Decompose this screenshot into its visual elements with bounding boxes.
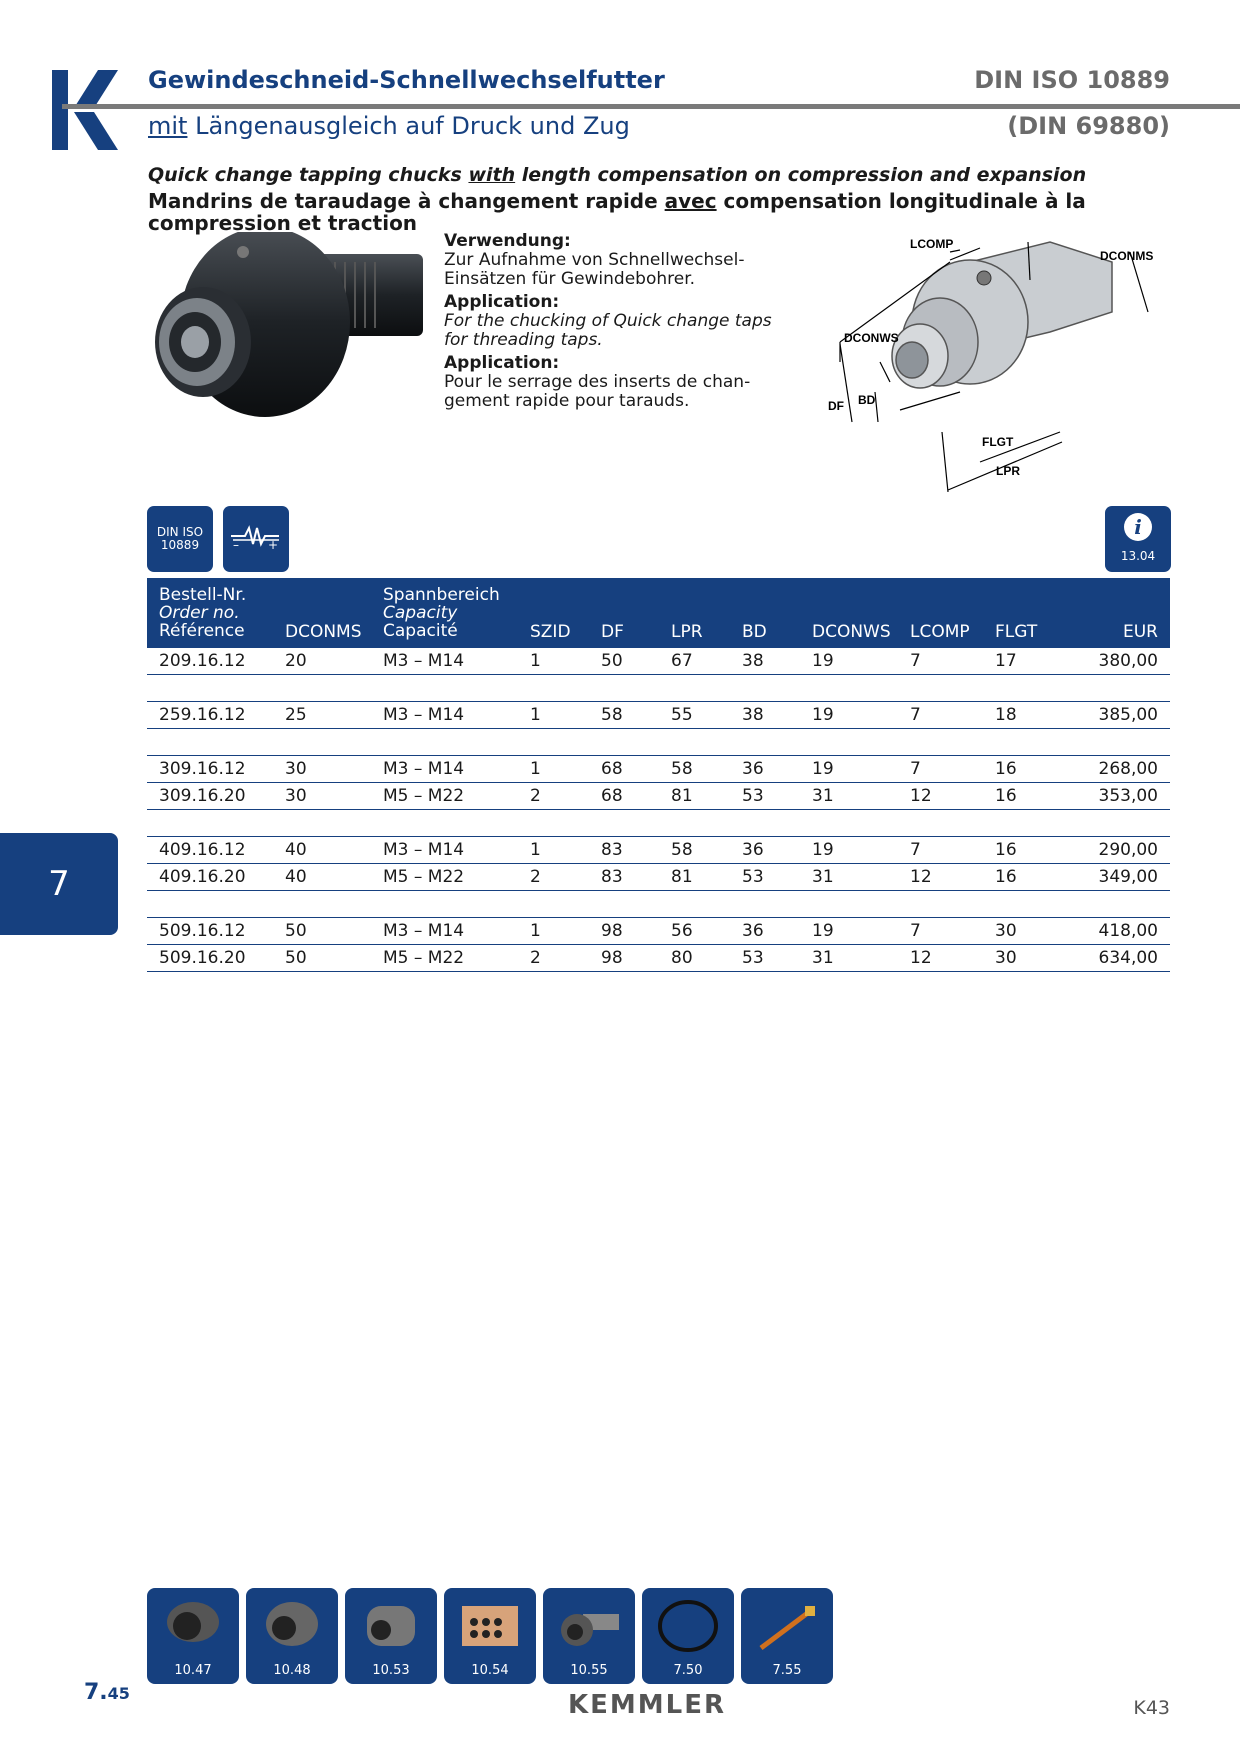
table-row [147, 756, 1170, 783]
accessory-tile[interactable] [543, 1588, 635, 1684]
cell-szid: 1 [530, 840, 541, 860]
cell-szid: 1 [530, 705, 541, 725]
din-iso-badge: DIN ISO 10889 [147, 506, 213, 572]
cell-lpr: 81 [671, 786, 693, 806]
header-dconws: DCONWS [812, 622, 891, 642]
table-header [147, 578, 1170, 648]
cell-lpr: 58 [671, 840, 693, 860]
cell-order-no: 409.16.20 [159, 867, 246, 887]
cell-flgt: 16 [995, 786, 1017, 806]
cell-lpr: 58 [671, 759, 693, 779]
cell-dconws: 31 [812, 867, 834, 887]
accessory-ref: 10.47 [174, 1663, 212, 1678]
cell-lcomp: 7 [910, 651, 921, 671]
drawing-label-df: DF [828, 399, 844, 413]
accessory-image [355, 1594, 427, 1658]
cell-lpr: 67 [671, 651, 693, 671]
cell-bd: 36 [742, 840, 764, 860]
table-row-spacer [147, 891, 1170, 918]
usage-de-heading: Verwendung: [444, 231, 571, 251]
norm-iso: DIN ISO 10889 [974, 66, 1170, 94]
cell-lpr: 55 [671, 705, 693, 725]
accessory-tile[interactable] [345, 1588, 437, 1684]
cell-dconws: 31 [812, 786, 834, 806]
cell-capacity: M5 – M22 [383, 948, 465, 968]
cell-szid: 2 [530, 867, 541, 887]
header-eur: EUR [1123, 622, 1158, 642]
cell-df: 68 [601, 786, 623, 806]
cell-bd: 53 [742, 948, 764, 968]
accessory-image [553, 1594, 625, 1658]
table-row [147, 648, 1170, 675]
header-dconms: DCONMS [285, 622, 362, 642]
cell-lpr: 81 [671, 867, 693, 887]
cell-order-no: 309.16.20 [159, 786, 246, 806]
table-row [147, 918, 1170, 945]
drawing-label-flgt: FLGT [982, 435, 1014, 449]
cell-lcomp: 12 [910, 948, 932, 968]
cell-bd: 38 [742, 651, 764, 671]
cell-df: 50 [601, 651, 623, 671]
cell-price: 349,00 [1098, 867, 1158, 887]
cell-capacity: M5 – M22 [383, 867, 465, 887]
cell-dconms: 25 [285, 705, 307, 725]
cell-lcomp: 7 [910, 705, 921, 725]
cell-lcomp: 12 [910, 786, 932, 806]
table-row [147, 945, 1170, 972]
svg-text:i: i [1134, 515, 1142, 539]
product-table-body [147, 648, 1170, 972]
cell-dconms: 20 [285, 651, 307, 671]
table-row [147, 783, 1170, 810]
cell-lcomp: 7 [910, 921, 921, 941]
drawing-label-lpr: LPR [996, 464, 1020, 478]
subtitle-french: Mandrins de taraudage à changement rapide avec compensation longitudinale à la compression et traction [148, 189, 1086, 235]
cell-flgt: 18 [995, 705, 1017, 725]
accessory-tile[interactable] [741, 1588, 833, 1684]
cell-dconms: 30 [285, 759, 307, 779]
cell-bd: 38 [742, 705, 764, 725]
cell-flgt: 30 [995, 948, 1017, 968]
header-order-no: Bestell-Nr. Order no. Référence [159, 585, 247, 641]
cell-dconms: 50 [285, 948, 307, 968]
cell-lpr: 56 [671, 921, 693, 941]
header-capacity: Spannbereich Capacity Capacité [383, 585, 500, 641]
table-row [147, 864, 1170, 891]
cell-order-no: 509.16.20 [159, 948, 246, 968]
accessory-ref: 10.54 [471, 1663, 509, 1678]
cell-capacity: M3 – M14 [383, 759, 465, 779]
drawing-label-dconws: DCONWS [844, 331, 899, 345]
accessory-image [751, 1594, 823, 1658]
cell-dconms: 40 [285, 840, 307, 860]
cell-bd: 36 [742, 759, 764, 779]
catalog-code: K43 [1133, 1697, 1170, 1719]
cell-price: 353,00 [1098, 786, 1158, 806]
subtitle-english: Quick change tapping chucks with length compensation on compression and expansion [148, 164, 1087, 186]
header-flgt: FLGT [995, 622, 1038, 642]
accessory-ref: 7.55 [772, 1663, 802, 1678]
cell-dconws: 19 [812, 705, 834, 725]
table-row-spacer [147, 810, 1170, 837]
cell-dconws: 19 [812, 759, 834, 779]
cell-szid: 1 [530, 921, 541, 941]
cell-price: 380,00 [1098, 651, 1158, 671]
chapter-tab[interactable]: 7 [0, 833, 118, 935]
cell-dconms: 40 [285, 867, 307, 887]
cell-order-no: 209.16.12 [159, 651, 246, 671]
length-compensation-badge: – + [223, 506, 289, 572]
cell-capacity: M3 – M14 [383, 921, 465, 941]
accessory-image [256, 1594, 328, 1658]
cell-df: 83 [601, 840, 623, 860]
usage-de-text: Zur Aufnahme von Schnellwechsel-Einsätzen für Gewindebohrer. [444, 250, 745, 289]
cell-capacity: M3 – M14 [383, 705, 465, 725]
cell-dconms: 50 [285, 921, 307, 941]
cell-flgt: 16 [995, 759, 1017, 779]
drawing-label-dconms: DCONMS [1100, 249, 1154, 263]
table-row [147, 702, 1170, 729]
usage-en-text: For the chucking of Quick change taps for threading taps. [444, 311, 772, 350]
cell-flgt: 17 [995, 651, 1017, 671]
cell-bd: 36 [742, 921, 764, 941]
norm-din: (DIN 69880) [1007, 112, 1170, 140]
cell-dconws: 19 [812, 921, 834, 941]
cell-df: 58 [601, 705, 623, 725]
cell-lpr: 80 [671, 948, 693, 968]
cell-dconws: 19 [812, 840, 834, 860]
table-row-spacer [147, 729, 1170, 756]
cell-szid: 1 [530, 759, 541, 779]
accessory-tile[interactable] [147, 1588, 239, 1684]
technical-drawing [800, 232, 1180, 507]
brand-name: KEMMLER [568, 1690, 727, 1720]
page-number: 7.45 [84, 1680, 130, 1705]
cell-df: 98 [601, 948, 623, 968]
cell-dconws: 31 [812, 948, 834, 968]
table-row [147, 837, 1170, 864]
kemmler-logo [52, 70, 118, 150]
cell-szid: 2 [530, 786, 541, 806]
drawing-label-bd: BD [858, 393, 876, 407]
cell-capacity: M3 – M14 [383, 840, 465, 860]
info-badge[interactable] [1105, 506, 1171, 572]
info-reference: 13.04 [1120, 549, 1156, 563]
cell-df: 68 [601, 759, 623, 779]
info-icon [1105, 506, 1171, 546]
cell-lcomp: 7 [910, 759, 921, 779]
drawing-label-lcomp: LCOMP [910, 237, 954, 251]
cell-price: 385,00 [1098, 705, 1158, 725]
header-lcomp: LCOMP [910, 622, 970, 642]
cell-bd: 53 [742, 786, 764, 806]
cell-price: 634,00 [1098, 948, 1158, 968]
cell-capacity: M3 – M14 [383, 651, 465, 671]
accessory-image [157, 1594, 229, 1658]
cell-szid: 2 [530, 948, 541, 968]
cell-order-no: 509.16.12 [159, 921, 246, 941]
cell-price: 268,00 [1098, 759, 1158, 779]
cell-price: 418,00 [1098, 921, 1158, 941]
accessory-tile[interactable] [642, 1588, 734, 1684]
header-rule [62, 104, 1240, 109]
cell-df: 83 [601, 867, 623, 887]
cell-order-no: 259.16.12 [159, 705, 246, 725]
cell-capacity: M5 – M22 [383, 786, 465, 806]
accessory-tile[interactable] [444, 1588, 536, 1684]
cell-order-no: 409.16.12 [159, 840, 246, 860]
cell-order-no: 309.16.12 [159, 759, 246, 779]
header-df: DF [601, 622, 624, 642]
cell-price: 290,00 [1098, 840, 1158, 860]
accessory-image [454, 1594, 526, 1658]
header-szid: SZID [530, 622, 571, 642]
accessory-tile[interactable] [246, 1588, 338, 1684]
usage-section [444, 232, 774, 415]
cell-dconms: 30 [285, 786, 307, 806]
accessory-image [652, 1594, 724, 1658]
cell-lcomp: 12 [910, 867, 932, 887]
accessory-ref: 7.50 [673, 1663, 703, 1678]
cell-flgt: 30 [995, 921, 1017, 941]
page-subtitle: mit Längenausgleich auf Druck und Zug [148, 112, 630, 140]
accessory-ref: 10.53 [372, 1663, 410, 1678]
accessory-ref: 10.48 [273, 1663, 311, 1678]
product-photo [145, 232, 435, 432]
cell-df: 98 [601, 921, 623, 941]
cell-szid: 1 [530, 651, 541, 671]
cell-bd: 53 [742, 867, 764, 887]
header-bd: BD [742, 622, 767, 642]
header-lpr: LPR [671, 622, 703, 642]
cell-lcomp: 7 [910, 840, 921, 860]
cell-flgt: 16 [995, 867, 1017, 887]
cell-dconws: 19 [812, 651, 834, 671]
table-row-spacer [147, 675, 1170, 702]
usage-fr-heading: Application: [444, 353, 560, 373]
page-title: Gewindeschneid-Schnellwechselfutter [148, 66, 665, 94]
usage-fr-text: Pour le serrage des inserts de chan-gement rapide pour tarauds. [444, 372, 751, 411]
cell-flgt: 16 [995, 840, 1017, 860]
accessory-ref: 10.55 [570, 1663, 608, 1678]
usage-en-heading: Application: [444, 292, 560, 312]
